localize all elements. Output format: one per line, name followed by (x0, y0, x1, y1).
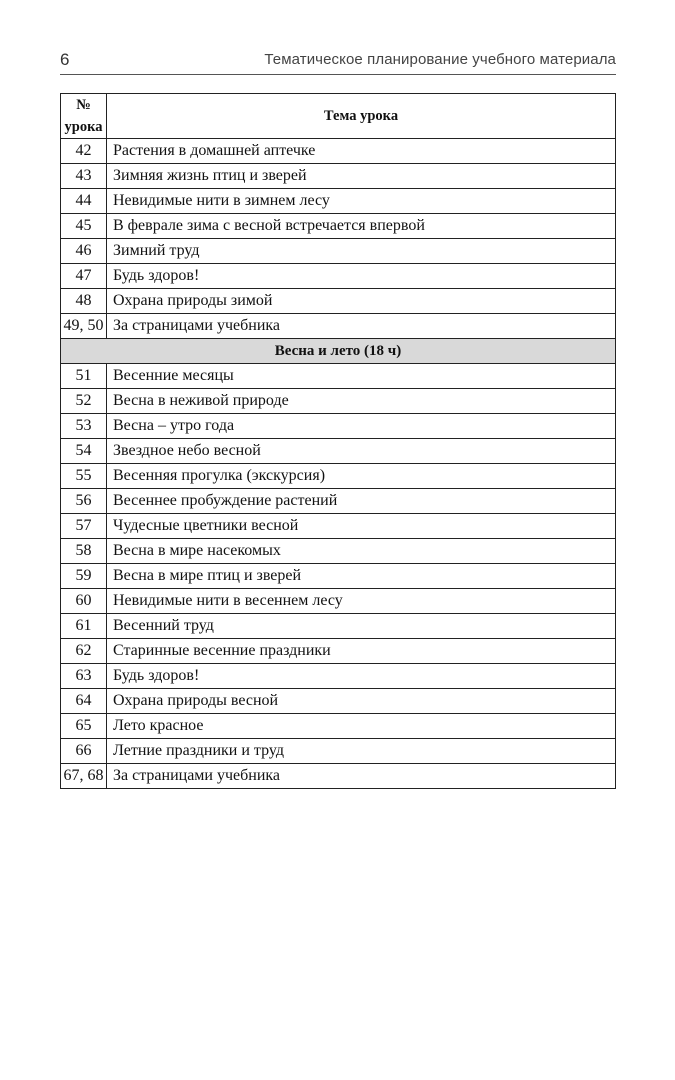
lesson-topic: Растения в домашней аптечке (107, 139, 616, 164)
table-row (61, 714, 616, 739)
lesson-topic: В феврале зима с весной встречается впервой (107, 214, 616, 239)
table-row (61, 189, 616, 214)
lesson-number: 52 (61, 389, 107, 414)
lesson-topic: Охрана природы весной (107, 689, 616, 714)
table-body-spring-summer (61, 364, 616, 789)
table-row (61, 389, 616, 414)
lesson-topic: Будь здоров! (107, 264, 616, 289)
lesson-number: 63 (61, 664, 107, 689)
table-row (61, 489, 616, 514)
lesson-topic: Весна в неживой природе (107, 389, 616, 414)
page-header (60, 48, 616, 75)
lesson-number: 51 (61, 364, 107, 389)
lesson-number: 48 (61, 289, 107, 314)
table-row (61, 364, 616, 389)
lesson-topic: Зимний труд (107, 239, 616, 264)
lesson-plan-table (60, 93, 616, 789)
lesson-number: 42 (61, 139, 107, 164)
column-header-number (61, 94, 107, 139)
column-header-number-label: урока (64, 119, 103, 135)
lesson-number: 59 (61, 564, 107, 589)
table-row (61, 739, 616, 764)
lesson-number: 58 (61, 539, 107, 564)
section-title: Весна и лето (18 ч) (61, 339, 616, 364)
lesson-topic: Будь здоров! (107, 664, 616, 689)
table-row (61, 639, 616, 664)
lesson-number: 55 (61, 464, 107, 489)
table-row (61, 464, 616, 489)
lesson-number: 45 (61, 214, 107, 239)
table-row (61, 589, 616, 614)
table-row (61, 264, 616, 289)
lesson-topic: Весна в мире птиц и зверей (107, 564, 616, 589)
lesson-number: 46 (61, 239, 107, 264)
lesson-number: 60 (61, 589, 107, 614)
lesson-topic: Невидимые нити в зимнем лесу (107, 189, 616, 214)
page-number: 6 (60, 50, 70, 69)
lesson-number: 44 (61, 189, 107, 214)
table-row (61, 414, 616, 439)
lesson-number: 67, 68 (61, 764, 107, 789)
column-header-topic: Тема урока (107, 94, 616, 139)
table-row (61, 514, 616, 539)
table-row (61, 564, 616, 589)
table-header-row (61, 94, 616, 139)
table-row (61, 539, 616, 564)
table-row (61, 289, 616, 314)
table-row (61, 139, 616, 164)
lesson-topic: Звездное небо весной (107, 439, 616, 464)
table-row (61, 164, 616, 189)
lesson-number: 49, 50 (61, 314, 107, 339)
column-header-number-symbol: № (76, 97, 91, 113)
table-row (61, 614, 616, 639)
lesson-number: 56 (61, 489, 107, 514)
lesson-number: 61 (61, 614, 107, 639)
lesson-topic: Весенние месяцы (107, 364, 616, 389)
lesson-number: 53 (61, 414, 107, 439)
lesson-topic: Летние праздники и труд (107, 739, 616, 764)
lesson-topic: Весна в мире насекомых (107, 539, 616, 564)
lesson-number: 64 (61, 689, 107, 714)
table-row (61, 764, 616, 789)
lesson-topic: Весеннее пробуждение растений (107, 489, 616, 514)
lesson-topic: За страницами учебника (107, 314, 616, 339)
lesson-topic: Чудесные цветники весной (107, 514, 616, 539)
table-row (61, 214, 616, 239)
lesson-topic: Весенний труд (107, 614, 616, 639)
lesson-topic: За страницами учебника (107, 764, 616, 789)
lesson-number: 43 (61, 164, 107, 189)
lesson-topic: Зимняя жизнь птиц и зверей (107, 164, 616, 189)
section-row (61, 339, 616, 364)
table-row (61, 689, 616, 714)
table-row (61, 439, 616, 464)
lesson-number: 57 (61, 514, 107, 539)
lesson-number: 65 (61, 714, 107, 739)
table-row (61, 314, 616, 339)
table-body-winter (61, 139, 616, 339)
lesson-topic: Невидимые нити в весеннем лесу (107, 589, 616, 614)
lesson-topic: Старинные весенние праздники (107, 639, 616, 664)
lesson-topic: Весенняя прогулка (экскурсия) (107, 464, 616, 489)
table-body-section (61, 339, 616, 364)
table-row (61, 664, 616, 689)
lesson-number: 47 (61, 264, 107, 289)
lesson-topic: Весна – утро года (107, 414, 616, 439)
lesson-number: 54 (61, 439, 107, 464)
lesson-topic: Охрана природы зимой (107, 289, 616, 314)
table-row (61, 239, 616, 264)
running-title: Тематическое планирование учебного материала (264, 51, 616, 68)
lesson-number: 62 (61, 639, 107, 664)
lesson-number: 66 (61, 739, 107, 764)
lesson-topic: Лето красное (107, 714, 616, 739)
